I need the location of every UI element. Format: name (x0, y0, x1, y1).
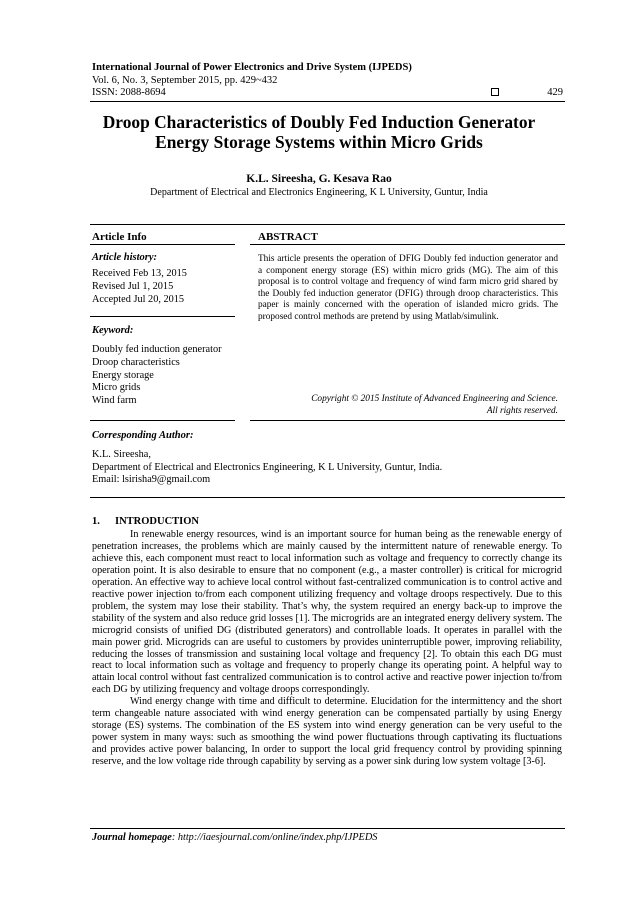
article-history-label: Article history: (92, 252, 158, 263)
journal-homepage (92, 832, 377, 843)
info-heading-rule (90, 244, 235, 245)
section-title: INTRODUCTION (115, 516, 200, 527)
authors: K.L. Sireesha, G. Kesava Rao (246, 173, 392, 185)
header-divider (90, 101, 565, 102)
article-info-heading: Article Info (92, 231, 147, 243)
affiliation: Department of Electrical and Electronics Engineering, K L University, Guntur, India (150, 187, 488, 198)
page-number: 429 (547, 87, 563, 98)
footer-divider (90, 828, 565, 829)
article-history (92, 268, 242, 306)
copyright (258, 394, 558, 417)
corresponding-author-label: Corresponding Author: (92, 430, 194, 441)
info-top-rule (90, 224, 565, 225)
keyword-item: Droop characteristics (92, 356, 180, 368)
info-bottom-rule (90, 420, 235, 421)
paragraph: Wind energy change with time and difficult to determine. Elucidation for the intermittency and the short term changeable nature associated with wind energy generation can be compensated partially by using Energy storage (ES) systems. The combination of the ES system into wind energy generation can be very useful to the power system in many ways: such as smoothing the wind power fluctuations through captivating its fluctuations and provides active power balancing, In order to support the local grid frequency control by providing spinning reserve, and the low voltage ride through capability by serving as a power sink during low system voltage [3-6]. (92, 696, 562, 768)
history-accepted: Accepted Jul 20, 2015 (92, 293, 185, 305)
title-line-1: Droop Characteristics of Doubly Fed Induction Generator (102, 112, 536, 132)
paragraph: In renewable energy resources, wind is an important source for human being as the renewable energy of penetration increases, the problems which are mainly caused by the intermittent nature of renewable energy. To achieve this, each component must react to local information such as voltage and frequency to correctly change its operation point. It is also desirable to ensure that no component (e.g., a master controller) is critical for microgrid operation. An effective way to achieve local control without fast-centralized communication is to control active and reactive power injection to/from each component utilizing frequency and voltage droops respectively. Due to this problem, the system may lose their stability. That’s why, the system required an energy back-up to improve the stability of the system and also reduce grid losses [1]. The microgrids are an integrated energy delivery system. The microgrid consists of unified DG (distributed generators) and controllable loads. It operates in parallel with the main power grid. Microgrids can are useful to customers by provides uninterruptible power, improving reliability, reducing the losses of transmission and sustaining local voltage and frequency [2]. To obtain this each DG must react to local information such as voltage and frequency to properly change its operating point. A helpful way to attain local control without fast centralized communication is to control active and reactive power injection to/from each DG by utilizing frequency and voltage droops correspondingly. (92, 529, 562, 696)
abstract-bottom-rule (250, 420, 565, 421)
copyright-line-2: All rights reserved. (486, 405, 558, 416)
history-keyword-rule (90, 316, 235, 317)
homepage-url: : http://iaesjournal.com/online/index.php/IJPEDS (171, 832, 378, 843)
keyword-item: Doubly fed induction generator (92, 344, 222, 355)
corresponding-name: K.L. Sireesha, (92, 449, 151, 460)
issn: ISSN: 2088-8694 (92, 87, 166, 98)
keyword-item: Wind farm (92, 395, 137, 407)
paper-title (60, 112, 578, 152)
history-received: Received Feb 13, 2015 (92, 268, 187, 279)
homepage-label: Journal homepage (92, 832, 172, 843)
info-block-bottom-rule (90, 497, 565, 498)
history-revised: Revised Jul 1, 2015 (92, 280, 174, 292)
abstract-heading: ABSTRACT (258, 231, 318, 243)
corresponding-author-details (92, 449, 564, 487)
corresponding-email: Email: lsirisha9@gmail.com (92, 474, 211, 486)
abstract-heading-rule (250, 244, 565, 245)
corresponding-department: Department of Electrical and Electronics Engineering, K L University, Guntur, India. (92, 461, 443, 473)
keyword-label: Keyword: (92, 325, 134, 336)
introduction-body (92, 529, 562, 768)
abstract-text: This article presents the operation of DFIG Doubly fed induction generator and a component energy storage (ES) within micro grids (MG). The aim of this proposal is to control voltage and frequency of wind farm micro grid shared by the Doubly fed induction generator (DFIG) through droop characteristics. This paper is mainly concerned with the operation of islanded micro grids. The proposed control methods are pretend by using Matlab/simulink. (258, 254, 558, 322)
keyword-item: Micro grids (92, 382, 141, 394)
square-icon (491, 88, 499, 96)
copyright-line-1: Copyright © 2015 Institute of Advanced Engineering and Science. (311, 394, 558, 404)
section-number: 1. (92, 516, 100, 527)
keyword-item: Energy storage (92, 369, 154, 381)
volume-info: Vol. 6, No. 3, September 2015, pp. 429~432 (92, 75, 278, 86)
journal-name: International Journal of Power Electronics and Drive System (IJPEDS) (92, 62, 412, 73)
title-line-2: Energy Storage Systems within Micro Grids (155, 132, 483, 152)
introduction-heading (92, 516, 199, 527)
keyword-list (92, 344, 242, 408)
